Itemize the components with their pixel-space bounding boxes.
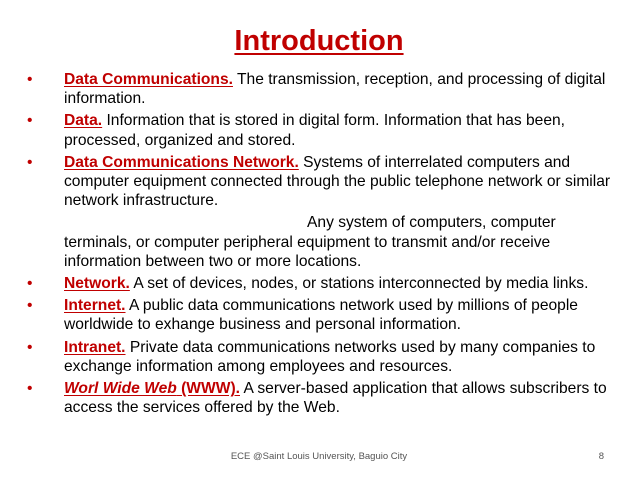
slide-title: Introduction [234, 25, 404, 57]
bullet-icon: • [27, 297, 33, 315]
definition-text: The transmission, reception, and processing of digital information. [64, 71, 606, 108]
definition-text: Information that is stored in digital form. Information that has been, processed, organized and stored. [64, 112, 565, 149]
term-internet: Internet. [64, 297, 126, 315]
bullet-icon: • [27, 153, 33, 171]
term-italic-part: Worl Wide Web [64, 380, 177, 398]
bullet-icon: • [27, 71, 33, 88]
term-data: Data. [64, 112, 103, 130]
list-item-intranet [27, 338, 627, 376]
list-item-world-wide-web [27, 379, 627, 417]
definition-text: Any system of computers, computer terminals, or computer peripheral equipment to transmit and/or receive information between two or more locations. [64, 214, 556, 270]
bullet-icon: • [27, 380, 33, 398]
term-network: Network. [64, 275, 130, 293]
term-world-wide-web [64, 380, 240, 397]
list-item-data [27, 111, 627, 149]
definition-list [27, 70, 627, 420]
list-item-internet [27, 296, 627, 334]
term-abbrev-part: (WWW). [176, 380, 240, 398]
definition-text: A server-based application that allows subscribers to access the services offered by the Web. [64, 380, 607, 417]
definition-text: Systems of interrelated computers and computer equipment connected through the public telephone network or similar network infrastructure. [64, 153, 611, 210]
list-item-data-communications-network [27, 153, 627, 211]
definition-text: A set of devices, nodes, or stations interconnected by media links. [129, 275, 589, 293]
term-data-communications: Data Communications. [64, 71, 233, 88]
list-item-continuation [27, 213, 627, 271]
term-intranet: Intranet. [64, 338, 126, 356]
list-item-network [27, 274, 627, 293]
term-data-communications-network: Data Communications Network. [64, 153, 299, 171]
page-number: 8 [598, 451, 604, 462]
bullet-icon: • [27, 112, 33, 130]
list-item-data-communications [27, 70, 627, 108]
definition-text: Private data communications networks used by many companies to exchange information among employees and resources. [64, 338, 596, 375]
bullet-icon: • [27, 275, 33, 293]
definition-text: A public data communications network used by millions of people worldwide to exhange business and personal information. [64, 297, 578, 334]
bullet-icon: • [27, 338, 33, 356]
slide-footer: ECE @Saint Louis University, Baguio City [230, 451, 408, 462]
